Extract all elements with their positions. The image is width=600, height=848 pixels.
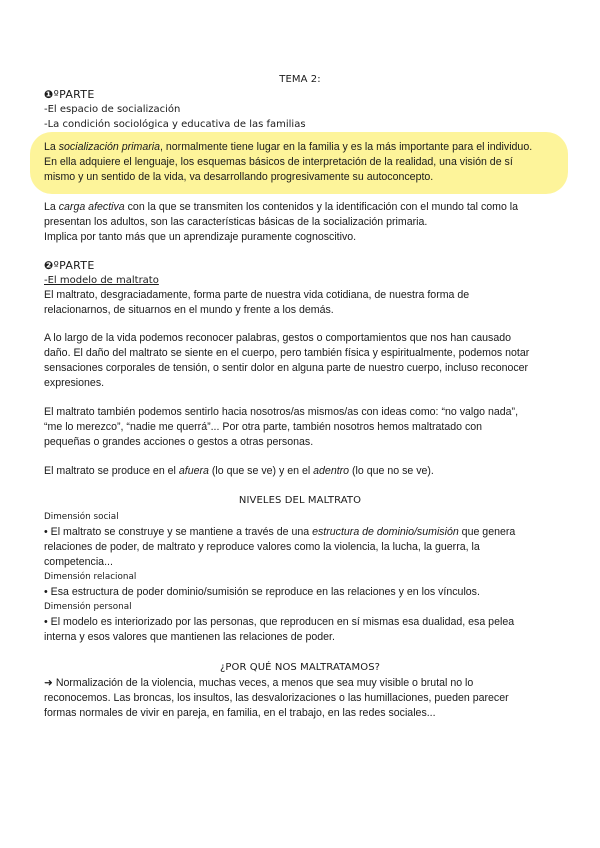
p4-adentro: adentro bbox=[313, 465, 350, 477]
p4-afuera: afuera bbox=[178, 465, 209, 477]
social-line-2: relaciones de poder, de maltrato y reproduce valores como la violencia, la lucha, la guerra, la bbox=[44, 541, 480, 553]
part2-number: ❷ bbox=[44, 259, 54, 272]
personal-line-2: interna y esos valores que mantienen las relaciones de poder. bbox=[44, 631, 335, 643]
part1-section bbox=[44, 87, 560, 132]
carga-line-2: presentan los adultos, son las características básicas de la socialización primaria. bbox=[44, 216, 428, 228]
paragraph-afuera-adentro bbox=[44, 464, 560, 479]
highlight-line-2: En ella adquiere el lenguaje, los esquemas básicos de interpretación de la realidad, una visión de sí bbox=[44, 156, 513, 168]
part2-subheading: -El modelo de maltrato bbox=[44, 275, 159, 286]
porque-line-3: formas normales de vivir en pareja, en familia, en el trabajo, en las redes sociales... bbox=[44, 707, 436, 719]
p2-line-3: sensaciones corporales de tensión, o sentir dolor en alguna parte de nuestro cuerpo, incluso reconocer bbox=[44, 362, 529, 374]
dimension-social-label: Dimensión social bbox=[44, 512, 119, 522]
niveles-section bbox=[44, 510, 560, 645]
p2-line-4: expresiones. bbox=[44, 377, 105, 389]
porque-line-2: reconocemos. Las broncas, los insultos, las desvalorizaciones o las humillaciones, pueden parecer bbox=[44, 692, 509, 704]
p3-line-1: El maltrato también podemos sentirlo hacia nosotros/as mismos/as con ideas como: “no valgo nada”, bbox=[44, 406, 519, 418]
social-line-1 bbox=[44, 525, 560, 540]
social-term: estructura de dominio/sumisión bbox=[312, 526, 459, 538]
carga-line-1-a: La bbox=[44, 201, 59, 213]
paragraph-a-lo-largo bbox=[44, 331, 560, 391]
part2-heading bbox=[44, 258, 560, 273]
paragraph-carga-afectiva bbox=[44, 200, 560, 245]
p4-b: (lo que se ve) y en el bbox=[208, 465, 314, 477]
personal-line-1: • El modelo es interiorizado por las personas, que reproducen en sí mismas esa dualidad, esa pelea bbox=[44, 616, 515, 628]
part1-bullet-1: -El espacio de socialización bbox=[44, 104, 181, 115]
highlight-line-3: mismo y un sentido de la vida, va desarrollando progresivamente su autoconcepto. bbox=[44, 171, 434, 183]
p1-line-1: El maltrato, desgraciadamente, forma parte de nuestra vida cotidiana, de nuestra forma de bbox=[44, 289, 470, 301]
highlight-line-1-a: La bbox=[44, 141, 59, 153]
part1-number: ❶ bbox=[44, 88, 54, 101]
porque-heading: ¿POR QUÉ NOS MALTRATAMOS? bbox=[219, 662, 381, 673]
part1-heading-text: ºPARTE bbox=[53, 88, 95, 101]
carga-line-1-b: con la que se transmiten los contenidos y la identificación con el mundo tal como la bbox=[124, 201, 519, 213]
porque-line-1: ➜ Normalización de la violencia, muchas veces, a menos que sea muy visible o brutal no lo bbox=[44, 677, 474, 689]
part2-heading-text: ºPARTE bbox=[53, 259, 95, 272]
highlight-paragraph bbox=[44, 140, 560, 185]
social-line-3: competencia... bbox=[44, 556, 113, 568]
paragraph-sentirlo bbox=[44, 405, 560, 450]
relacional-line-1: • Esa estructura de poder dominio/sumisión se reproduce en las relaciones y en los vínculos. bbox=[44, 586, 480, 598]
p3-line-2: “me lo merezco”, “nadie me querrá”... Por otra parte, también nosotros hemos maltratado con bbox=[44, 421, 483, 433]
niveles-heading: NIVELES DEL MALTRATO bbox=[238, 495, 362, 506]
part2-section bbox=[44, 258, 560, 318]
part1-heading bbox=[44, 87, 560, 102]
porque-section bbox=[44, 676, 560, 721]
social-line-1-a: • El maltrato se construye y se mantiene a través de una bbox=[44, 526, 313, 538]
carga-line-1 bbox=[44, 200, 560, 215]
p4-c: (lo que no se ve). bbox=[349, 465, 434, 477]
p2-line-2: daño. El daño del maltrato se siente en el cuerpo, pero también física y espiritualmente, podemos notar bbox=[44, 347, 530, 359]
dimension-relacional-label: Dimensión relacional bbox=[44, 572, 137, 582]
p3-line-3: pequeñas o grandes acciones o gestos a otras personas. bbox=[44, 436, 314, 448]
p1-line-2: relacionarnos, de situarnos en el mundo y frente a los demás. bbox=[44, 304, 334, 316]
carga-line-3: Implica por tanto más que un aprendizaje puramente cognoscitivo. bbox=[44, 231, 357, 243]
p4-a: El maltrato se produce en el bbox=[44, 465, 179, 477]
social-line-1-b: que genera bbox=[458, 526, 516, 538]
p2-line-1: A lo largo de la vida podemos reconocer palabras, gestos o comportamientos que nos han causado bbox=[44, 332, 512, 344]
dimension-personal-label: Dimensión personal bbox=[44, 602, 132, 612]
carga-term: carga afectiva bbox=[58, 201, 125, 213]
document-title: TEMA 2: bbox=[279, 74, 321, 85]
highlight-line-1-b: , normalmente tiene lugar en la familia y es la más importante para el individuo. bbox=[160, 141, 533, 153]
p4-line bbox=[44, 464, 560, 479]
highlight-line-1 bbox=[44, 140, 560, 155]
part1-bullet-2: -La condición sociológica y educativa de las familias bbox=[44, 119, 306, 130]
highlight-term: socialización primaria bbox=[58, 141, 161, 153]
